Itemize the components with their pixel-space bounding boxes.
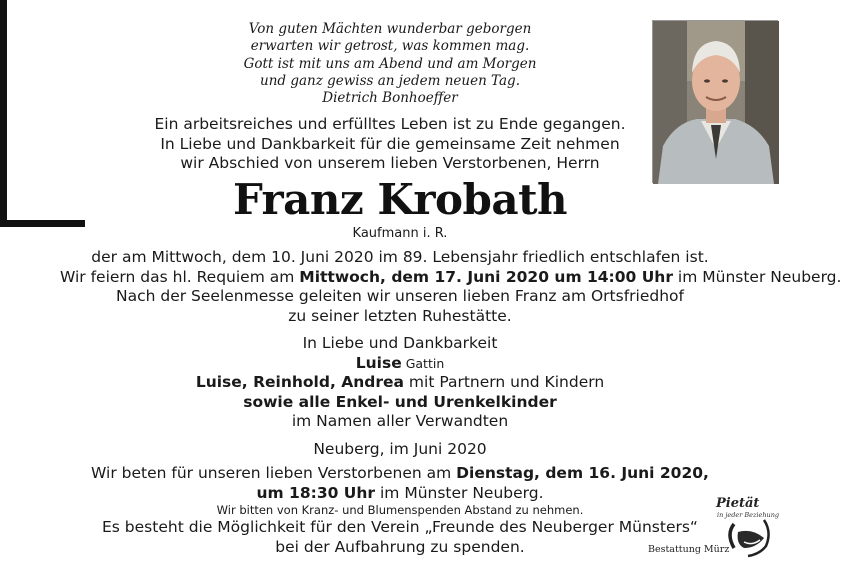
relatives-line: im Namen aller Verwandten: [291, 412, 509, 431]
children-names: Luise, Reinhold, Andrea: [195, 373, 404, 392]
poem-line: Gott ist mit uns am Abend und am Morgen: [243, 55, 537, 72]
poem-line: erwarten wir getrost, was kommen mag.: [250, 38, 530, 55]
family-intro: In Liebe und Dankbarkeit: [302, 334, 498, 352]
children-line: Luise, Reinhold, Andrea mit Partnern und Kindern: [195, 373, 605, 392]
burial-line: Nach der Seelenmesse geleiten wir unseren lieben Franz am Ortsfriedhof: [116, 287, 684, 305]
poem-author: Dietrich Bonhoeffer: [322, 90, 458, 107]
requiem-date: Mittwoch, dem 17. Juni 2020 um 14:00 Uhr: [299, 267, 673, 286]
intro-text: [120, 115, 660, 174]
intro-line: Ein arbeitsreiches und erfülltes Leben ist zu Ende gegangen.: [154, 115, 626, 133]
cross-horizontal-bar: [0, 220, 85, 227]
no-flowers-note: Wir bitten von Kranz- und Blumenspenden Abstand zu nehmen.: [216, 503, 584, 517]
service-details: [60, 248, 841, 326]
funeral-home-brand: Pietät: [716, 496, 760, 511]
deceased-name: Franz Krobath: [232, 175, 568, 224]
cross-vertical-bar: [0, 0, 7, 220]
prayer-time: um 18:30 Uhr: [256, 483, 376, 502]
donation-line: bei der Aufbahrung zu spenden.: [275, 537, 525, 556]
funeral-home-tagline: in jeder Beziehung: [717, 511, 780, 519]
funeral-home-name: Bestattung Mürz: [648, 544, 730, 555]
intro-line: In Liebe und Dankbarkeit für die gemeinsame Zeit nehmen: [160, 134, 620, 153]
place-date: Neuberg, im Juni 2020: [313, 440, 487, 458]
intro-line: wir Abschied von unserem lieben Verstorbenen, Herrn: [180, 154, 600, 172]
prayer-line: Wir beten für unseren lieben Verstorbenen am Dienstag, dem 16. Juni 2020,: [91, 464, 709, 482]
spouse-line: [170, 354, 630, 374]
poem-line: Von guten Mächten wunderbar geborgen: [248, 21, 532, 37]
spouse-name: Luise: [355, 353, 402, 372]
spouse-role: Gattin: [401, 355, 445, 371]
portrait-photo: [652, 20, 778, 183]
requiem-line: Wir feiern das hl. Requiem am Mittwoch, dem 17. Juni 2020 um 14:00 Uhr im Münster Neuberg.: [60, 267, 841, 286]
death-line: der am Mittwoch, dem 10. Juni 2020 im 89. Lebensjahr friedlich entschlafen ist.: [91, 248, 709, 266]
deceased-occupation: Kaufmann i. R.: [352, 226, 448, 241]
family-block: [170, 334, 630, 432]
grandchildren-line: sowie alle Enkel- und Urenkelkinder: [243, 392, 557, 411]
prayer-time-line: um 18:30 Uhr im Münster Neuberg.: [256, 483, 544, 502]
poem-block: [190, 21, 590, 107]
cross-symbol: [0, 0, 85, 227]
viewing-block: [90, 464, 710, 557]
burial-line: zu seiner letzten Ruhestätte.: [288, 306, 512, 325]
donation-line: Es besteht die Möglichkeit für den Verein „Freunde des Neuberger Münsters“: [102, 518, 698, 536]
prayer-date: Dienstag, dem 16. Juni 2020,: [456, 464, 709, 482]
poem-line: und ganz gewiss an jedem neuen Tag.: [260, 72, 520, 89]
